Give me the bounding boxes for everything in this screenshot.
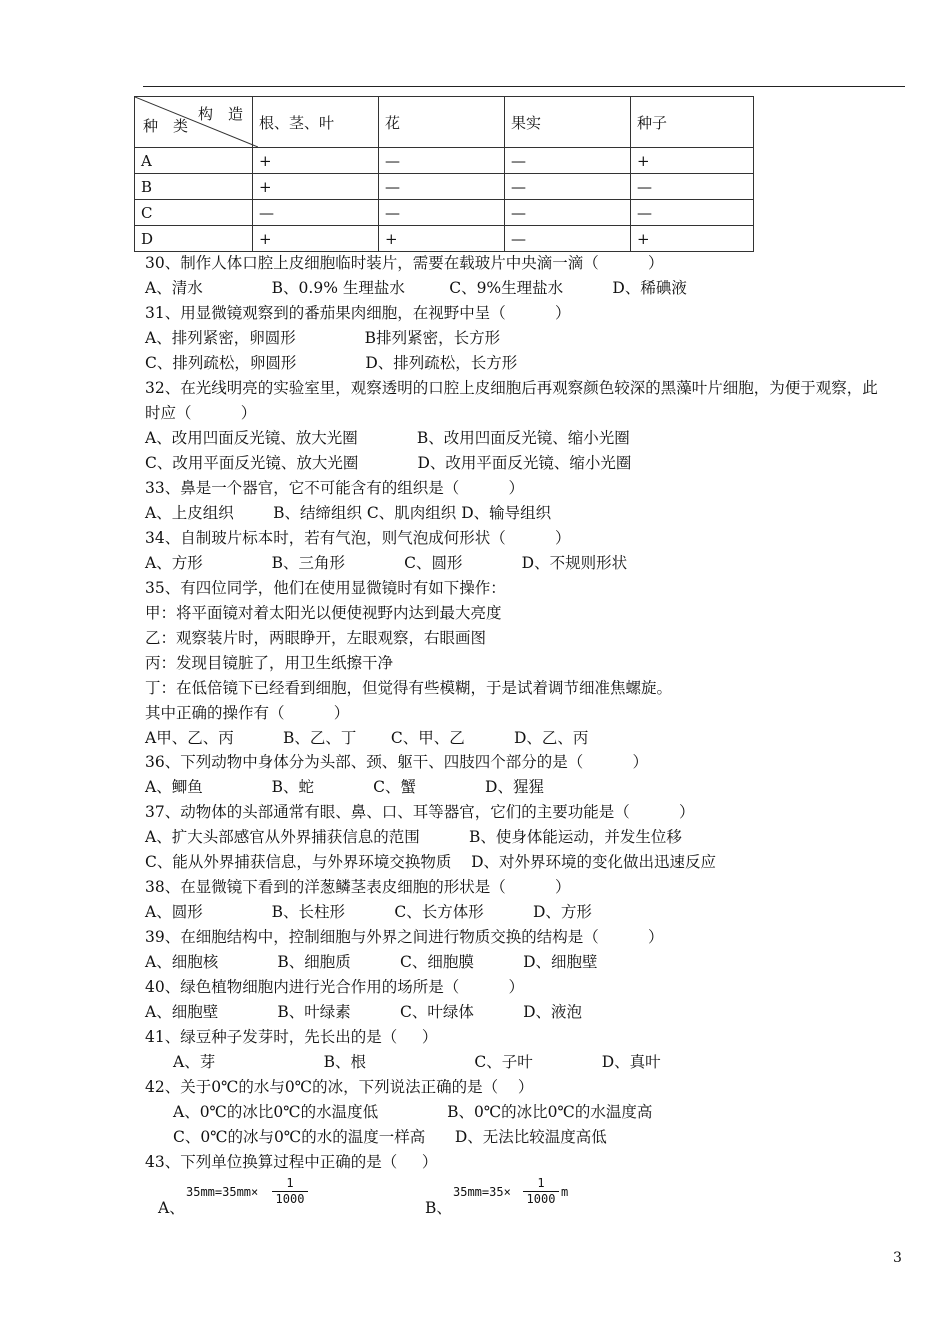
table-cell: + <box>253 174 379 200</box>
question-43-option-a-label: A、 <box>158 1199 185 1217</box>
table-cell: — <box>253 200 379 226</box>
question-38-stem: 38、在显微镜下看到的洋葱鳞茎表皮细胞的形状是（ ） <box>145 878 571 896</box>
fraction-numerator: 1 <box>272 1176 308 1192</box>
question-38-options: A、圆形 B、长柱形 C、长方体形 D、方形 <box>145 903 592 921</box>
question-43-option-a-expr: 35mm=35mm× <box>186 1185 259 1199</box>
question-42-stem: 42、关于0℃的水与0℃的冰，下列说法正确的是（ ） <box>145 1078 534 1096</box>
question-31-options-cd: C、排列疏松，卵圆形 D、排列疏松，长方形 <box>145 354 518 372</box>
fraction-denominator: 1000 <box>275 1192 305 1206</box>
question-32-options-cd: C、改用平面反光镜、放大光圈 D、改用平面反光镜、缩小光圈 <box>145 454 632 472</box>
question-32-stem: 32、在光线明亮的实验室里，观察透明的口腔上皮细胞后再观察颜色较深的黑藻叶片细胞，为便于观察，此 <box>145 379 878 397</box>
table-cell: — <box>505 174 631 200</box>
question-37-stem: 37、动物体的头部通常有眼、鼻、口、耳等器官，它们的主要功能是（ ） <box>145 803 695 821</box>
question-32-stem-cont: 时应（ ） <box>145 404 257 422</box>
question-37-options-ab: A、扩大头部感官从外界捕获信息的范围 B、使身体能运动，并发生位移 <box>145 828 682 846</box>
table-cell: + <box>253 226 379 252</box>
question-43-option-a-fraction <box>272 1176 308 1207</box>
question-37-options-cd: C、能从外界捕获信息，与外界环境交换物质 D、对外界环境的变化做出迅速反应 <box>145 853 716 871</box>
row-label: A <box>135 148 253 174</box>
question-35-item-bing: 丙：发现目镜脏了，用卫生纸擦干净 <box>145 654 394 672</box>
table-cell: + <box>631 148 754 174</box>
row-label: D <box>135 226 253 252</box>
question-35-prompt: 其中正确的操作有（ ） <box>145 704 350 722</box>
question-43-option-b-unit: m <box>561 1185 569 1199</box>
corner-label-kind: 种 类 <box>143 117 189 135</box>
question-30-stem: 30、制作人体口腔上皮细胞临时装片，需要在载玻片中央滴一滴（ ） <box>145 254 664 272</box>
table-cell: — <box>379 174 505 200</box>
question-35-item-ding: 丁：在低倍镜下已经看到细胞，但觉得有些模糊，于是试着调节细准焦螺旋。 <box>145 679 673 697</box>
col-header: 种子 <box>631 97 754 148</box>
table-row <box>135 226 754 252</box>
question-39-options: A、细胞核 B、细胞质 C、细胞膜 D、细胞壁 <box>145 953 598 971</box>
question-35-options: A甲、乙、丙 B、乙、丁 C、甲、乙 D、乙、丙 <box>145 729 589 747</box>
row-label: B <box>135 174 253 200</box>
question-35-item-yi: 乙：观察装片时，两眼睁开，左眼观察，右眼画图 <box>145 629 487 647</box>
question-34-stem: 34、自制玻片标本时，若有气泡，则气泡成何形状（ ） <box>145 529 571 547</box>
question-42-options-ab: A、0℃的冰比0℃的水温度低 B、0℃的冰比0℃的水温度高 <box>173 1103 653 1121</box>
table-cell: + <box>379 226 505 252</box>
plant-structure-table <box>134 96 754 252</box>
corner-label-structure: 构 造 <box>198 105 244 123</box>
question-33-stem: 33、鼻是一个器官，它不可能含有的组织是（ ） <box>145 479 524 497</box>
question-31-stem: 31、用显微镜观察到的番茄果肉细胞，在视野中呈（ ） <box>145 304 571 322</box>
question-43-option-b-label: B、 <box>425 1199 452 1217</box>
question-30-options: A、清水 B、0.9% 生理盐水 C、9%生理盐水 D、稀碘液 <box>145 279 687 297</box>
question-43-option-b-expr: 35mm=35× <box>453 1185 511 1199</box>
table-cell: — <box>505 226 631 252</box>
table-header-row <box>135 97 754 148</box>
table-cell: + <box>631 226 754 252</box>
fraction-denominator: 1000 <box>526 1192 556 1206</box>
col-header: 果实 <box>505 97 631 148</box>
table-cell: — <box>505 148 631 174</box>
question-40-stem: 40、绿色植物细胞内进行光合作用的场所是（ ） <box>145 978 524 996</box>
question-40-options: A、细胞壁 B、叶绿素 C、叶绿体 D、液泡 <box>145 1003 583 1021</box>
col-header: 根、茎、叶 <box>253 97 379 148</box>
table-row <box>135 174 754 200</box>
question-43-option-b-fraction <box>523 1176 559 1207</box>
question-41-options: A、芽 B、根 C、子叶 D、真叶 <box>173 1053 661 1071</box>
table-cell: — <box>631 174 754 200</box>
col-header: 花 <box>379 97 505 148</box>
header-rule <box>143 86 905 87</box>
row-label: C <box>135 200 253 226</box>
table-cell: — <box>379 200 505 226</box>
question-43-stem: 43、下列单位换算过程中正确的是（ ） <box>145 1153 438 1171</box>
table-corner-cell <box>135 97 253 148</box>
table-cell: + <box>253 148 379 174</box>
question-32-options-ab: A、改用凹面反光镜、放大光圈 B、改用凹面反光镜、缩小光圈 <box>145 429 630 447</box>
page-number: 3 <box>893 1250 902 1266</box>
table-cell: — <box>631 200 754 226</box>
question-35-stem: 35、有四位同学，他们在使用显微镜时有如下操作： <box>145 579 506 597</box>
question-35-item-jia: 甲：将平面镜对着太阳光以便使视野内达到最大亮度 <box>145 604 502 622</box>
question-33-options: A、上皮组织 B、结缔组织 C、肌肉组织 D、输导组织 <box>145 504 552 522</box>
question-31-options-ab: A、排列紧密，卵圆形 B排列紧密，长方形 <box>145 329 501 347</box>
question-42-options-cd: C、0℃的冰与0℃的水的温度一样高 D、无法比较温度高低 <box>173 1128 607 1146</box>
table-row <box>135 200 754 226</box>
question-36-stem: 36、下列动物中身体分为头部、颈、躯干、四肢四个部分的是（ ） <box>145 753 648 771</box>
question-41-stem: 41、绿豆种子发芽时，先长出的是（ ） <box>145 1028 438 1046</box>
table-cell: — <box>379 148 505 174</box>
question-36-options: A、鲫鱼 B、蛇 C、蟹 D、猩猩 <box>145 778 544 796</box>
table-row <box>135 148 754 174</box>
table-cell: — <box>505 200 631 226</box>
fraction-numerator: 1 <box>523 1176 559 1192</box>
question-39-stem: 39、在细胞结构中，控制细胞与外界之间进行物质交换的结构是（ ） <box>145 928 664 946</box>
question-34-options: A、方形 B、三角形 C、圆形 D、不规则形状 <box>145 554 628 572</box>
